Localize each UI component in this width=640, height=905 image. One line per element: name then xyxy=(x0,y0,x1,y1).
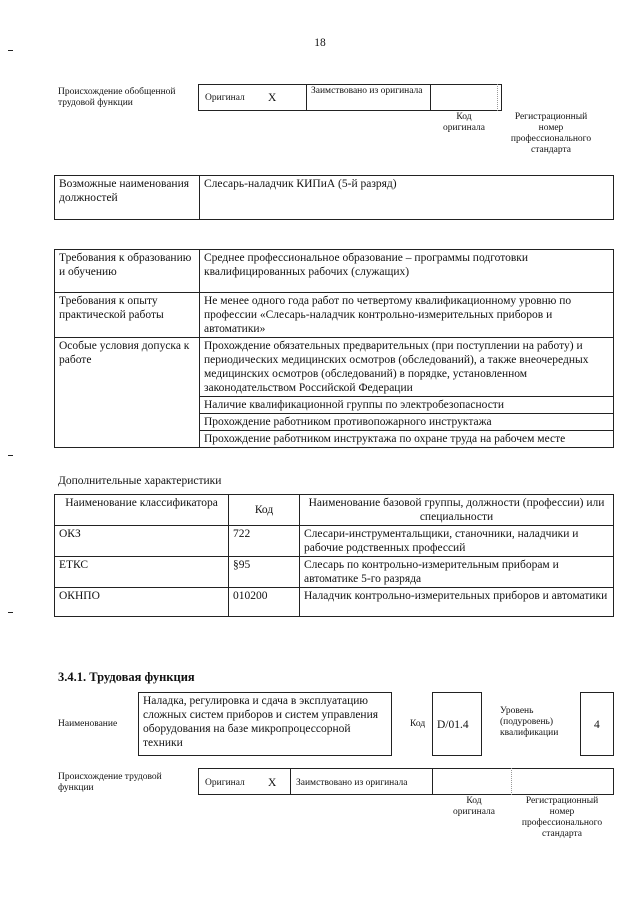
positions-value: Слесарь-наладчик КИПиА (5-й разряд) xyxy=(200,176,614,220)
special-label: Особые условия допуска к работе xyxy=(55,338,200,448)
education-value: Среднее профессиональное образование – программы подготовки квалифицированных рабочих (служащих) xyxy=(200,250,614,293)
row-code: §95 xyxy=(229,557,300,588)
special-value-2: Наличие квалификационной группы по электробезопасности xyxy=(200,397,614,414)
function-heading: 3.4.1. Трудовая функция xyxy=(58,670,195,684)
special-value-1: Прохождение обязательных предварительных (при поступлении на работу) и периодических медицинских осмотров (обследований), а также внеочередных медицинских осмотров (обследований) в порядке, установленном законодательством Российской Федерации xyxy=(200,338,614,397)
row-name: Слесари-инструментальщики, станочники, наладчики и рабочие родственных профессий xyxy=(300,526,614,557)
reg-number-label: Регистрационный номер профессионального стандарта xyxy=(510,112,592,155)
row-code: 010200 xyxy=(229,588,300,617)
level-value: 4 xyxy=(594,719,600,731)
positions-label: Возможные наименования должностей xyxy=(55,176,200,220)
original-mark: X xyxy=(268,92,277,104)
row-classifier: ОКЗ xyxy=(55,526,229,557)
positions-table xyxy=(54,175,614,220)
row-name: Наладчик контрольно-измерительных приборов и автоматики xyxy=(300,588,614,617)
function-original-mark: X xyxy=(268,777,277,789)
additional-title: Дополнительные характеристики xyxy=(58,475,222,487)
row-code: 722 xyxy=(229,526,300,557)
margin-mark xyxy=(8,612,13,613)
page-number: 18 xyxy=(314,37,326,49)
origin-label: Происхождение обобщенной трудовой функции xyxy=(58,87,176,108)
function-code-label: Код xyxy=(410,719,426,729)
special-value-4: Прохождение работником инструктажа по охране труда на рабочем месте xyxy=(200,431,614,448)
row-classifier: ОКНПО xyxy=(55,588,229,617)
function-name-value: Наладка, регулировка и сдача в эксплуатацию сложных систем приборов и систем управления оборудования на базе микропроцессорной техники xyxy=(143,695,379,749)
function-original-label: Оригинал xyxy=(205,778,245,788)
header-code: Код xyxy=(229,495,300,526)
margin-mark xyxy=(8,455,13,456)
original-label: Оригинал xyxy=(205,93,245,103)
margin-mark xyxy=(8,50,13,51)
function-code-value: D/01.4 xyxy=(437,719,469,731)
function-name-label: Наименование xyxy=(58,719,118,729)
header-classifier: Наименование классификатора xyxy=(55,495,229,526)
row-classifier: ЕТКС xyxy=(55,557,229,588)
special-value-3: Прохождение работником противопожарного инструктажа xyxy=(200,414,614,431)
borrowed-label: Заимствовано из оригинала xyxy=(311,86,423,96)
function-origin-label: Происхождение трудовой функции xyxy=(58,772,162,793)
header-group-name: Наименование базовой группы, должности (профессии) или специальности xyxy=(300,495,614,526)
experience-label: Требования к опыту практической работы xyxy=(55,293,200,338)
function-reg-number-label: Регистрационный номер профессионального стандарта xyxy=(521,796,603,839)
requirements-table xyxy=(54,249,614,448)
experience-value: Не менее одного года работ по четвертому квалификационному уровню по профессии «Слесарь-наладчик контрольно-измерительных приборов и автоматики» xyxy=(200,293,614,338)
level-label: Уровень (подуровень) квалификации xyxy=(500,706,559,738)
table-row xyxy=(55,557,614,588)
table-row xyxy=(55,526,614,557)
row-name: Слесарь по контрольно-измерительным приборам и автоматике 5-го разряда xyxy=(300,557,614,588)
additional-table xyxy=(54,494,614,617)
function-code-original-label: Код оригинала xyxy=(453,796,495,817)
code-original-label: Код оригинала xyxy=(443,112,485,133)
education-label: Требования к образованию и обучению xyxy=(55,250,200,293)
table-row xyxy=(55,588,614,617)
function-borrowed-label: Заимствовано из оригинала xyxy=(296,778,408,788)
